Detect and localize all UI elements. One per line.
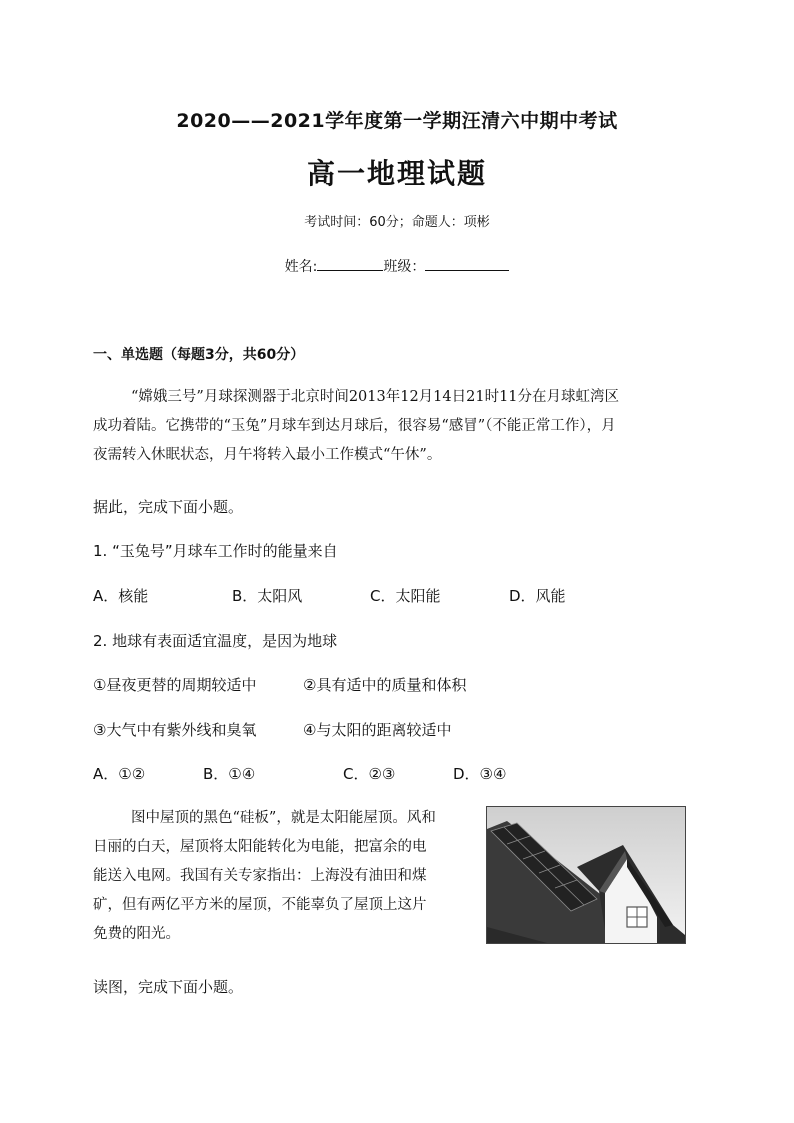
instruction-1: 据此，完成下面小题。 [93, 498, 244, 516]
q1-option-a[interactable]: A．核能 [93, 587, 149, 605]
passage-2-line: 矿，但有两亿平方米的屋顶，不能辜负了屋顶上这片 [93, 897, 427, 913]
name-blank[interactable] [317, 256, 383, 271]
q1-option-c[interactable]: C．太阳能 [370, 587, 441, 605]
q2-item-4: ④与太阳的距离较适中 [303, 721, 452, 739]
passage-1-line: “嫦娥三号”月球探测器于北京时间2013年12月14日21时11分在月球虹湾区 [131, 389, 620, 405]
solar-roof-photo [486, 806, 686, 944]
passage-2-line: 免费的阳光。 [93, 926, 180, 942]
class-blank[interactable] [425, 256, 509, 271]
q2-item-2: ②具有适中的质量和体积 [303, 676, 467, 694]
instruction-2: 读图，完成下面小题。 [93, 978, 244, 996]
passage-1 [93, 383, 705, 470]
passage-1-line: 夜需转入休眠状态，月午将转入最小工作模式“午休”。 [93, 447, 442, 463]
class-label: 班级： [383, 259, 426, 275]
passage-2-line: 能送入电网。我国有关专家指出：上海没有油田和煤 [93, 868, 427, 884]
name-label: 姓名: [284, 259, 318, 275]
q1-option-d[interactable]: D．风能 [509, 587, 566, 605]
q2-option-a[interactable]: A．①② [93, 765, 146, 783]
q2-items-row-1 [93, 674, 705, 696]
subject-title: 高一地理试题 [306, 157, 487, 190]
q1-option-b[interactable]: B．太阳风 [232, 587, 303, 605]
q2-item-3: ③大气中有紫外线和臭氧 [93, 721, 257, 739]
q2-option-c[interactable]: C．②③ [343, 765, 396, 783]
q2-item-1: ①昼夜更替的周期较适中 [93, 676, 257, 694]
passage-2-line: 图中屋顶的黑色“硅板”，就是太阳能屋顶。风和 [131, 810, 436, 826]
student-info [0, 256, 794, 276]
q2-stem: 2. 地球有表面适宜温度，是因为地球 [93, 632, 338, 650]
passage-2-line: 日丽的白天，屋顶将太阳能转化为电能，把富余的电 [93, 839, 427, 855]
exam-title: 2020——2021学年度第一学期汪清六中期中考试 [176, 110, 618, 132]
passage-1-line: 成功着陆。它携带的“玉兔”月球车到达月球后，很容易“感冒”（不能正常工作），月 [93, 418, 616, 434]
q2-option-b[interactable]: B．①④ [203, 765, 256, 783]
q2-option-d[interactable]: D．③④ [453, 765, 507, 783]
q2-items-row-2 [93, 719, 705, 741]
q1-options [93, 585, 705, 607]
q1-stem: 1. “玉兔号”月球车工作时的能量来自 [93, 542, 338, 560]
q2-options [93, 763, 705, 785]
section-title: 一、单选题（每题3分，共60分） [93, 347, 305, 363]
exam-meta: 考试时间：60分；命题人：项彬 [304, 215, 490, 230]
passage-2 [93, 804, 473, 949]
